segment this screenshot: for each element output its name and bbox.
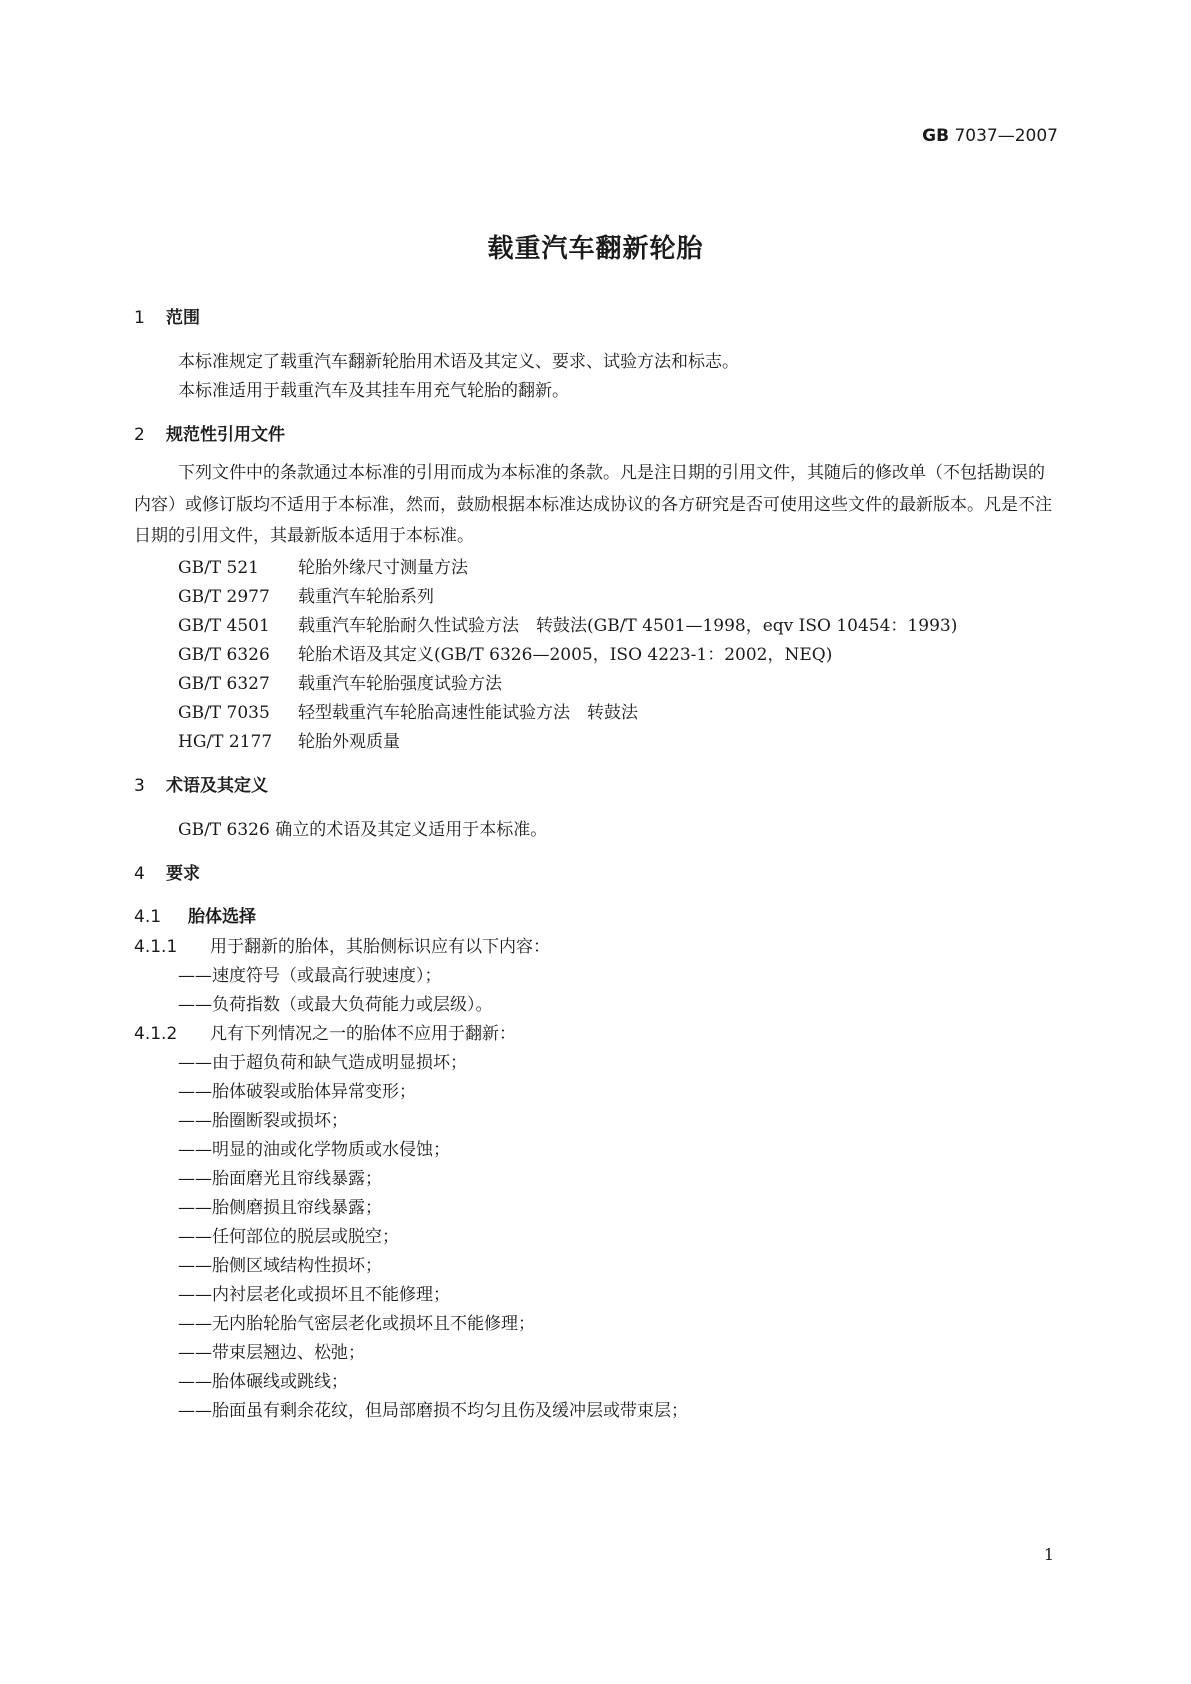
ref-item: GB/T 6327 载重汽车轮胎强度试验方法	[178, 674, 502, 694]
list-item: ——胎圈断裂或损坏；	[178, 1111, 348, 1131]
list-item: ——胎面虽有剩余花纹，但局部磨损不均匀且伤及缓冲层或带束层；	[178, 1401, 688, 1421]
list-item: ——胎体碾线或跳线；	[178, 1372, 348, 1392]
list-item: ——胎面磨光且帘线暴露；	[178, 1169, 382, 1189]
page-number: 1	[1043, 1545, 1054, 1564]
ref-item: GB/T 521 轮胎外缘尺寸测量方法	[178, 558, 468, 578]
section-3-para: GB/T 6326 确立的术语及其定义适用于本标准。	[178, 820, 548, 840]
section-1-para-1: 本标准规定了载重汽车翻新轮胎用术语及其定义、要求、试验方法和标志。	[178, 352, 739, 372]
clause-4-1-2: 4.1.2 凡有下列情况之一的胎体不应用于翻新：	[134, 1024, 516, 1044]
list-item: ——负荷指数（或最大负荷能力或层级）。	[178, 995, 493, 1015]
section-1-para-2: 本标准适用于载重汽车及其挂车用充气轮胎的翻新。	[178, 381, 569, 401]
section-2-heading: 2 规范性引用文件	[134, 425, 285, 445]
ref-item: GB/T 4501 载重汽车轮胎耐久性试验方法 转鼓法(GB/T 4501—1998，eqv ISO 10454：1993)	[178, 616, 958, 636]
ref-item: GB/T 7035 轻型载重汽车轮胎高速性能试验方法 转鼓法	[178, 703, 638, 723]
ref-item: GB/T 6326 轮胎术语及其定义(GB/T 6326—2005，ISO 4223-1：2002，NEQ)	[178, 645, 833, 665]
section-1-heading: 1 范围	[134, 308, 200, 328]
list-item: ——胎侧区域结构性损坏；	[178, 1256, 382, 1276]
list-item: ——胎体破裂或胎体异常变形；	[178, 1082, 416, 1102]
list-item: ——无内胎轮胎气密层老化或损坏且不能修理；	[178, 1314, 535, 1334]
list-item: ——胎侧磨损且帘线暴露；	[178, 1198, 382, 1218]
list-item: ——由于超负荷和缺气造成明显损坏；	[178, 1053, 467, 1073]
subsection-4-1-heading: 4.1 胎体选择	[134, 907, 256, 927]
list-item: ——内衬层老化或损坏且不能修理；	[178, 1285, 450, 1305]
clause-4-1-1: 4.1.1 用于翻新的胎体，其胎侧标识应有以下内容：	[134, 937, 550, 957]
section-3-heading: 3 术语及其定义	[134, 776, 268, 796]
list-item: ——带束层翘边、松弛；	[178, 1343, 365, 1363]
ref-item: GB/T 2977 载重汽车轮胎系列	[178, 587, 434, 607]
section-2-intro: 下列文件中的条款通过本标准的引用而成为本标准的条款。凡是注日期的引用文件，其随后的修改单（不包括勘误的内容）或修订版均不适用于本标准，然而，鼓励根据本标准达成协议的各方研究是否可使用这些文件的最新版本。凡是不注日期的引用文件，其最新版本适用于本标准。	[134, 463, 1052, 546]
list-item: ——任何部位的脱层或脱空；	[178, 1227, 399, 1247]
list-item: ——速度符号（或最高行驶速度）；	[178, 966, 442, 986]
document-title: 载重汽车翻新轮胎	[487, 234, 704, 264]
list-item: ——明显的油或化学物质或水侵蚀；	[178, 1140, 450, 1160]
section-4-heading: 4 要求	[134, 864, 200, 884]
ref-item: HG/T 2177 轮胎外观质量	[178, 732, 400, 752]
standard-code: GB 7037—2007	[922, 126, 1058, 146]
